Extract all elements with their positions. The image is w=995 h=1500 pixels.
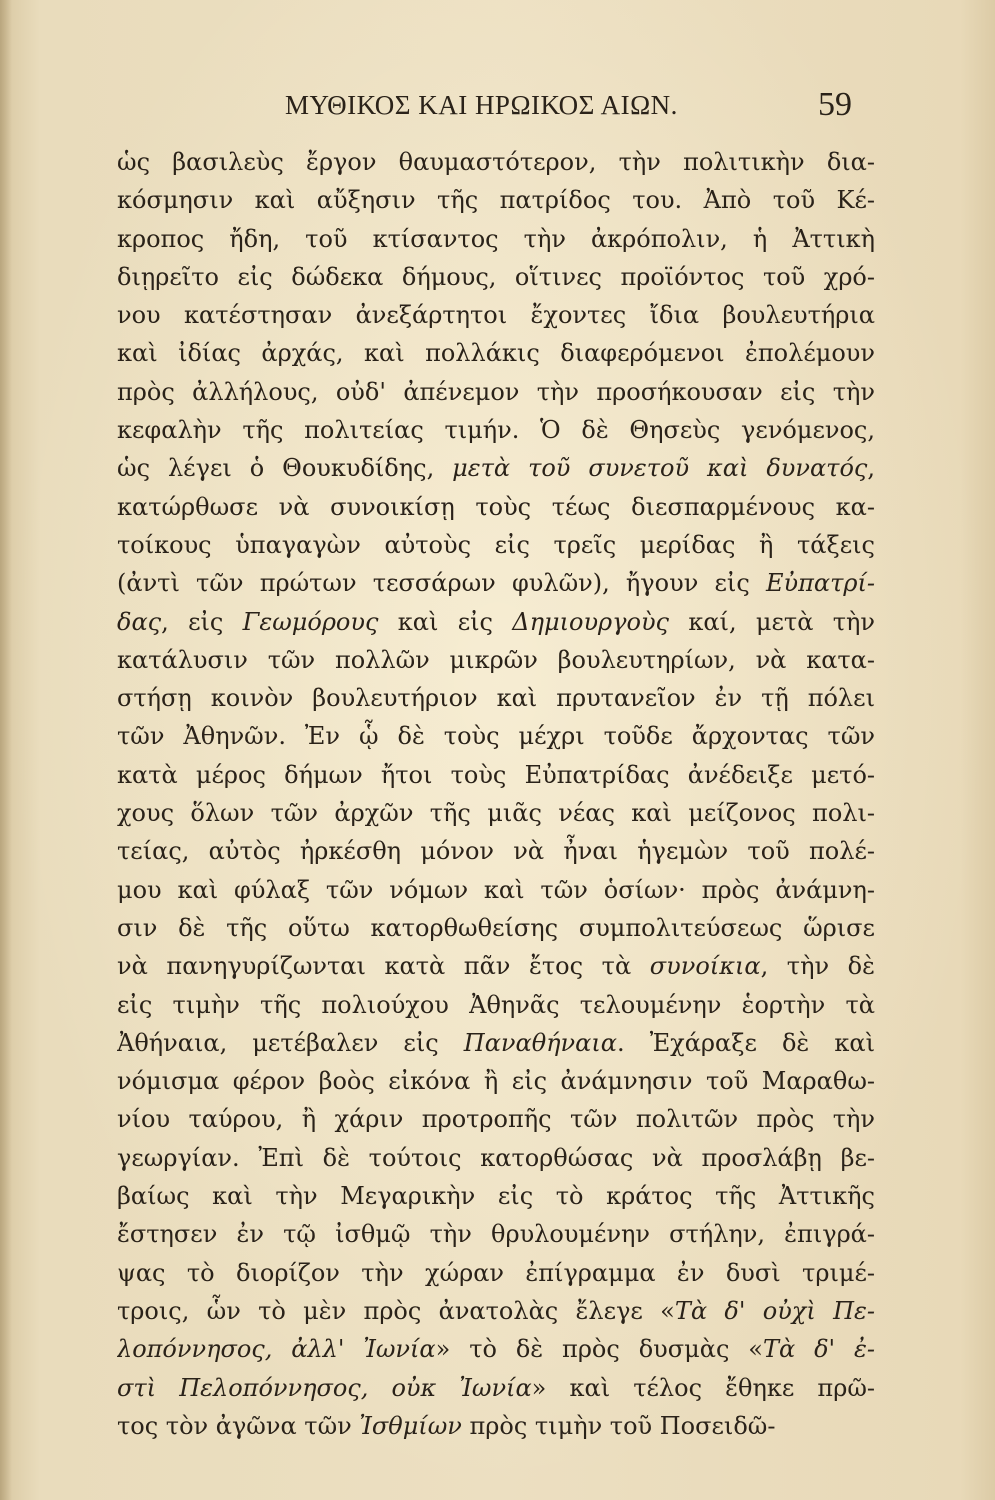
text-segment: εἰς τιμὴν τῆς πολιούχου Ἀθηνᾶς τελουμένην ἑορτὴν τὰ xyxy=(117,990,875,1019)
text-line xyxy=(117,334,875,372)
text-segment: , εἰς xyxy=(161,607,243,636)
italic-text-segment: λοπόννησος, ἀλλ' Ἰωνία xyxy=(117,1335,436,1364)
text-line xyxy=(117,258,875,296)
text-segment: ὡς λέγει ὁ Θουκυδίδης, xyxy=(117,454,453,483)
text-segment: πρὸς ἀλλήλους, οὐδ' ἀπένεμον τὴν προσήκουσαν εἰς τὴν xyxy=(117,377,875,406)
italic-text-segment: συνοίκια xyxy=(649,952,761,981)
text-line xyxy=(117,296,875,334)
text-segment: καὶ εἰς xyxy=(378,607,513,636)
italic-text-segment: Παναθήναια xyxy=(463,1028,617,1057)
text-line xyxy=(117,832,875,870)
text-line xyxy=(117,679,875,717)
italic-text-segment: Γεωμόρους xyxy=(242,607,379,636)
text-segment: κατώρθωσε νὰ συνοικίσῃ τοὺς τέως διεσπαρμένους κα- xyxy=(117,492,875,521)
text-segment: τοίκους ὑπαγαγὼν αὐτοὺς εἰς τρεῖς μερίδας ἢ τάξεις xyxy=(117,530,875,559)
text-segment: νὰ πανηγυρίζωνται κατὰ πᾶν ἔτος τὰ xyxy=(117,952,650,981)
text-line xyxy=(117,1330,875,1368)
text-line xyxy=(117,1254,875,1292)
text-line xyxy=(117,143,875,181)
page-number: 59 xyxy=(818,86,852,123)
italic-text-segment: Ἰσθμίων xyxy=(359,1411,462,1440)
text-line xyxy=(117,871,875,909)
text-segment: κεφαλὴν τῆς πολιτείας τιμήν. Ὁ δὲ Θησεὺς γενόμενος, xyxy=(117,416,875,445)
text-line xyxy=(117,220,875,258)
page-spine-edge xyxy=(0,0,12,1500)
text-line xyxy=(117,1139,875,1177)
text-line xyxy=(117,1215,875,1253)
text-segment: » καὶ τέλος ἔθηκε πρῶ- xyxy=(531,1373,875,1402)
text-segment: διῃρεῖτο εἰς δώδεκα δήμους, οἵτινες προϊόντος τοῦ χρό- xyxy=(117,262,875,291)
text-segment: σιν δὲ τῆς οὕτω κατορθωθείσης συμπολιτεύσεως ὥρισε xyxy=(117,913,875,942)
running-head xyxy=(0,86,995,126)
text-line xyxy=(117,986,875,1024)
text-segment: ψας τὸ διορίζον τὴν χώραν ἐπίγραμμα ἐν δυσὶ τριμέ- xyxy=(117,1258,875,1287)
text-segment: κατάλυσιν τῶν πολλῶν μικρῶν βουλευτηρίων, νὰ κατα- xyxy=(117,645,875,674)
text-line xyxy=(117,794,875,832)
text-line xyxy=(117,603,875,641)
text-line xyxy=(117,909,875,947)
italic-text-segment: δας xyxy=(117,607,162,636)
text-line xyxy=(117,641,875,679)
text-segment: Ἀθήναια, μετέβαλεν εἰς xyxy=(117,1028,464,1057)
text-segment: νίου ταύρου, ἢ χάριν προτροπῆς τῶν πολιτῶν πρὸς τὴν xyxy=(117,1105,875,1134)
text-line xyxy=(117,1177,875,1215)
text-segment: στήσῃ κοινὸν βουλευτήριον καὶ πρυτανεῖον ἐν τῇ πόλει xyxy=(117,684,875,713)
text-segment: ὡς βασιλεὺς ἔργον θαυμαστότερον, τὴν πολιτικὴν δια- xyxy=(117,148,875,176)
text-segment: » τὸ δὲ πρὸς δυσμὰς « xyxy=(435,1335,763,1364)
text-segment: κόσμησιν καὶ αὔξησιν τῆς πατρίδος του. Ἀπὸ τοῦ Κέ- xyxy=(117,186,875,215)
italic-text-segment: μετὰ τοῦ συνετοῦ καὶ δυνατός xyxy=(452,454,868,483)
body-text xyxy=(117,143,875,1445)
text-segment: γεωργίαν. Ἐπὶ δὲ τούτοις κατορθώσας νὰ προσλάβῃ βε- xyxy=(117,1143,875,1172)
text-line xyxy=(117,411,875,449)
text-segment: (ἀντὶ τῶν πρώτων τεσσάρων φυλῶν), ἤγουν εἰς xyxy=(117,569,766,598)
text-line xyxy=(117,1407,875,1445)
italic-text-segment: Εὐπατρί- xyxy=(766,569,875,598)
text-segment: πρὸς τιμὴν τοῦ Ποσειδῶ- xyxy=(461,1411,776,1440)
text-segment: χους ὅλων τῶν ἀρχῶν τῆς μιᾶς νέας καὶ μείζονος πολι- xyxy=(117,799,875,828)
text-line xyxy=(117,717,875,755)
text-line xyxy=(117,1024,875,1062)
text-line xyxy=(117,526,875,564)
italic-text-segment: Τὰ δ' ἐ- xyxy=(762,1335,875,1364)
italic-text-segment: Δημιουργοὺς xyxy=(512,607,669,636)
text-segment: ἔστησεν ἐν τῷ ἰσθμῷ τὴν θρυλουμένην στήλην, ἐπιγρά- xyxy=(117,1220,875,1249)
text-segment: κατὰ μέρος δήμων ἤτοι τοὺς Εὐπατρίδας ἀνέδειξε μετό- xyxy=(117,760,875,789)
text-line xyxy=(117,947,875,985)
text-segment: , τὴν δὲ xyxy=(760,952,875,981)
text-line xyxy=(117,181,875,219)
text-segment: νόμισμα φέρον βοὸς εἰκόνα ἢ εἰς ἀνάμνησιν τοῦ Μαραθω- xyxy=(117,1067,875,1096)
italic-text-segment: Τὰ δ' οὐχὶ Πε- xyxy=(674,1296,875,1325)
text-line xyxy=(117,1292,875,1330)
text-segment: τος τὸν ἀγῶνα τῶν xyxy=(117,1411,360,1440)
text-line xyxy=(117,1100,875,1138)
text-line xyxy=(117,564,875,602)
text-segment: καί, μετὰ τὴν xyxy=(669,607,875,636)
text-segment: . Ἐχάραξε δὲ καὶ xyxy=(616,1028,875,1057)
text-line xyxy=(117,373,875,411)
text-line xyxy=(117,756,875,794)
text-segment: κροπος ἤδη, τοῦ κτίσαντος τὴν ἀκρόπολιν, ἡ Ἀττικὴ xyxy=(117,224,875,253)
running-title: ΜΥΘΙΚΟΣ ΚΑΙ ΗΡΩΙΚΟΣ ΑΙΩΝ. xyxy=(285,90,678,120)
text-segment: βαίως καὶ τὴν Μεγαρικὴν εἰς τὸ κράτος τῆς Ἀττικῆς xyxy=(117,1182,875,1211)
text-segment: , xyxy=(867,454,875,483)
text-line xyxy=(117,449,875,487)
italic-text-segment: στὶ Πελοπόννησος, οὐκ Ἰωνία xyxy=(117,1373,532,1402)
text-segment: τῶν Ἀθηνῶν. Ἐν ᾧ δὲ τοὺς μέχρι τοῦδε ἄρχοντας τῶν xyxy=(117,722,875,751)
text-segment: τροις, ὧν τὸ μὲν πρὸς ἀνατολὰς ἔλεγε « xyxy=(117,1296,675,1325)
text-line xyxy=(117,488,875,526)
text-line xyxy=(117,1062,875,1100)
text-line xyxy=(117,1369,875,1407)
text-segment: καὶ ἰδίας ἀρχάς, καὶ πολλάκις διαφερόμενοι ἐπολέμουν xyxy=(117,339,875,368)
text-segment: νου κατέστησαν ἀνεξάρτητοι ἔχοντες ἴδια βουλευτήρια xyxy=(117,301,875,330)
text-segment: τείας, αὐτὸς ἠρκέσθη μόνον νὰ ἦναι ἡγεμὼν τοῦ πολέ- xyxy=(117,837,875,866)
text-segment: μου καὶ φύλαξ τῶν νόμων καὶ τῶν ὁσίων· πρὸς ἀνάμνη- xyxy=(117,875,875,904)
